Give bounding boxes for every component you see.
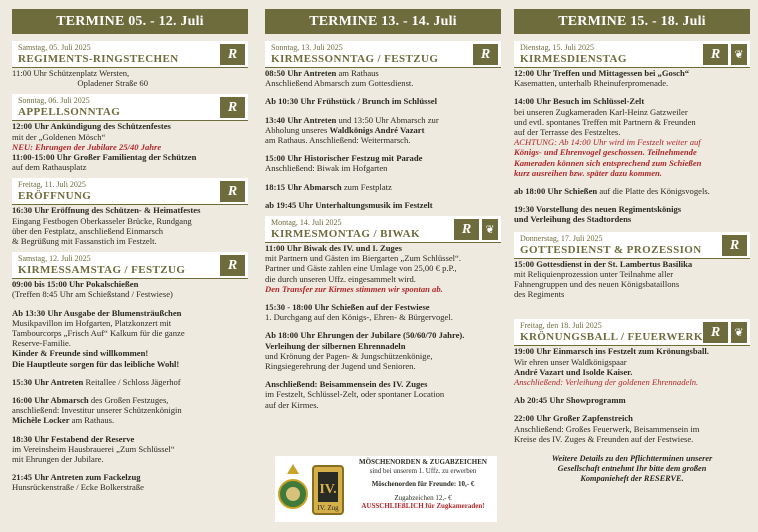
text-line: Wir ehren unser Waldkönigspaar — [514, 356, 627, 367]
event-title: KIRMESSONNTAG / FESTZUG — [271, 53, 439, 65]
text-line: Anschließend Abmarsch zum Gottesdienst. — [265, 78, 414, 89]
text-line: Kasematten, unterhalb Rheinuferpromenade. — [514, 78, 669, 89]
event-title: KIRMESMONTAG / BIWAK — [271, 228, 420, 241]
footer-line: Weitere Details zu den Pflichtterminen unserer — [551, 454, 713, 464]
event-box-kirmesmontag — [265, 216, 501, 243]
text-line: ab 18:00 Uhr Schießen auf die Platte des Königsvogels. — [514, 186, 710, 197]
column-3 — [514, 0, 750, 484]
text-line: Hunsrückenstraße / Ecke Bolkerstraße — [12, 482, 144, 493]
text-line: 13:40 Uhr Antreten und 13:50 Uhr Abmarsch zur — [265, 114, 439, 125]
text-line: 22:00 Uhr Großer Zapfenstreich — [514, 413, 633, 424]
promo-box — [275, 456, 497, 522]
text-line: Abholung unseres Waldkönigs André Vazart — [265, 124, 425, 135]
text-line: bei unseren Zugkameraden Karl-Heinz Gatzweiler — [514, 106, 688, 117]
text-line: Anschließend: Großes Feuerwerk, Beisammensein im — [514, 423, 700, 434]
footer-line: Kompanieheft der RESERVE. — [580, 474, 684, 484]
text-line: Musikpavillon im Hofgarten, Platzkonzert mit — [12, 317, 172, 328]
text-line: & Begrüßung mit Fassanstich im Festzelt. — [12, 236, 157, 247]
text-line: im Vereinsheim Hausbrauerei „Zum Schlüssel“ — [12, 443, 175, 454]
footer-note — [514, 454, 750, 484]
text-line: 15:30 - 18:00 Uhr Schießen auf der Festwiese — [265, 302, 430, 313]
text-line: 11:00 Uhr Schützenplatz Wersten, — [12, 68, 130, 78]
svg-text:IV.: IV. — [319, 482, 337, 497]
text-line: Kinder & Freunde sind willkommen! — [12, 348, 149, 359]
column-2 — [265, 0, 501, 410]
crest-icon: ❦ — [731, 44, 747, 65]
event-title: KIRMESSAMSTAG / FESTZUG — [18, 264, 186, 277]
event-box-kroenungsball — [514, 319, 750, 346]
r-badge-icon: R — [220, 97, 245, 118]
text-line: Anschließend: Biwak im Hofgarten — [265, 163, 388, 174]
r-badge-icon: R — [703, 44, 728, 65]
promo-line: MÖSCHENORDEN & ZUGABZEICHEN — [359, 458, 487, 466]
text-line: und Krönung der Pagen- & Jungschützenkönige, — [265, 350, 433, 361]
event-date: Freitag, 11. Juli 2025 — [18, 180, 86, 190]
text-line: 11:00 Uhr Biwak des IV. und I. Zuges — [265, 243, 402, 254]
text-line: Fahnengruppen und des neuen Königsbataillons — [514, 279, 680, 290]
event-date: Sonntag, 13. Juli 2025 — [271, 43, 343, 52]
text-line: die durch unseren Uffz. eingesammelt wird. — [265, 273, 416, 284]
column-1-header: TERMINE 05. - 12. Juli — [12, 9, 248, 34]
text-line: auf dem Rathausplatz — [12, 162, 87, 173]
text-line: 15:00 Gottesdienst in der St. Lambertus Basilika — [514, 258, 693, 269]
text-line: ab 19:45 Uhr Unterhaltungsmusik im Festzelt — [265, 199, 433, 210]
text-line: und evtl. spontanes Treffen mit Partnern & Freunden — [514, 116, 696, 127]
event-title: ERÖFFNUNG — [18, 190, 92, 203]
text-line: Tambourcorps „Frisch Auf“ Kalkum für die ganze — [12, 328, 185, 339]
text-line: 15:00 Uhr Historischer Festzug mit Parade — [265, 153, 423, 164]
text-line: mit Ehrungen der Jubilare. — [12, 454, 104, 465]
medal-images — [277, 460, 347, 518]
text-line: am Rathaus. Anschließend: Weitermarsch. — [265, 135, 411, 146]
medal-icon — [277, 460, 347, 518]
text-line: 12:00 Uhr Ankündigung des Schützenfestes — [12, 121, 171, 132]
text-line: 21:45 Uhr Antreten zum Fackelzug — [12, 472, 141, 483]
crest-icon: ❦ — [731, 322, 747, 343]
text-line: 11:00-15:00 Uhr Großer Familientag der Schützen — [12, 152, 197, 163]
text-line: 16:00 Uhr Abmarsch des Großen Festzuges, — [12, 395, 169, 406]
column-3-header: TERMINE 15. - 18. Juli — [514, 9, 750, 34]
r-badge-icon: R — [220, 255, 245, 276]
highlight-line: NEU: Ehrungen der Jubilare 25/40 Jahre — [12, 141, 162, 152]
text-line: Die Hauptleute sorgen für das leibliche Wohl! — [12, 358, 180, 369]
text-line: 18:15 Uhr Abmarsch zum Festplatz — [265, 181, 392, 192]
promo-line: AUSSCHLIEßLICH für Zugkameraden! — [361, 502, 485, 510]
column-1 — [12, 0, 248, 493]
highlight-line: Kameraden können sich entsprechend zum Schießen — [514, 157, 702, 168]
text-line: 19:00 Uhr Einmarsch ins Festzelt zum Krönungsball. — [514, 346, 709, 357]
text-line: Partner und Gäste zahlen eine Umlage von 25,00 € p.P., — [265, 263, 457, 274]
text-line: 15:30 Uhr Antreten Reitallee / Schloss Jägerhof — [12, 376, 181, 387]
crest-icon: ❦ — [482, 219, 498, 240]
event-box-kirmessonntag — [265, 41, 501, 68]
footer-line: Gesellschaft entnehmt Ihr bitte dem großen — [557, 464, 707, 474]
text-line: 16:30 Uhr Eröffnung des Schützen- & Heimatfestes — [12, 205, 201, 216]
text-line: (Treffen 8:45 Uhr am Schießstand / Festwiese) — [12, 289, 173, 300]
text-line: Kreise des IV. Zuges & Freunden auf der Festwiese. — [514, 433, 694, 444]
text-line: Ab 13:30 Uhr Ausgabe der Blumensträußchen — [12, 307, 182, 318]
event-box-eroeffnung — [12, 178, 248, 205]
r-badge-icon: R — [220, 44, 245, 65]
promo-line: Zugabzeichen 12,- € — [394, 493, 452, 502]
text-line: 14:00 Uhr Besuch im Schlüssel-Zelt — [514, 96, 645, 107]
text-line: 12:00 Uhr Treffen und Mittagessen bei „Gosch“ — [514, 68, 690, 78]
event-date: Samstag, 12. Juli 2025 — [18, 254, 91, 264]
text-line: 1. Durchgang auf den Königs-, Ehren- & Bürgervogel. — [265, 312, 453, 323]
text-line: Ab 18:00 Uhr Ehrungen der Jubilare (50/60/70 Jahre). — [265, 330, 465, 341]
event-date: Donnerstag, 17. Juli 2025 — [520, 233, 603, 243]
event-date: Sonntag, 06. Juli 2025 — [18, 96, 90, 106]
text-line: Ab 10:30 Uhr Frühstück / Brunch im Schlüssel — [265, 96, 437, 107]
text-line: Reserve-Familie. — [12, 338, 71, 349]
text-line: Michèle Locker am Rathaus. — [12, 415, 115, 426]
text-line: 18:30 Uhr Festabend der Reserve — [12, 433, 135, 444]
text-line: des Regiments — [514, 289, 565, 300]
promo-line: Möschenorden für Freunde: 10,- € — [371, 480, 475, 488]
highlight-line: ACHTUNG: Ab 14:00 Uhr wird im Festzelt weiter auf — [514, 137, 701, 148]
event-date: Freitag, den 18. Juli 2025 — [520, 321, 602, 331]
event-title: GOTTESDIENST & PROZESSION — [520, 243, 702, 256]
text-line: Eingang Festbogen Oberkasseler Brücke, Rundgang — [12, 215, 192, 226]
text-line: Anschließend: Beisammensein des IV. Zuges — [265, 379, 428, 390]
text-line: 09:00 bis 15:00 Uhr Pokalschießen — [12, 279, 139, 290]
highlight-line: kurz ausreihen bzw. später dazu kommen. — [514, 167, 662, 178]
r-badge-icon: R — [722, 235, 747, 256]
text-line: über den Festplatz, anschließend Einmarsch — [12, 225, 164, 236]
event-box-gottesdienst — [514, 232, 750, 259]
event-title: KRÖNUNGSBALL / FEUERWERK — [520, 331, 703, 344]
event-title: APPELLSONNTAG — [18, 106, 121, 119]
text-line: auf der Kirmes. — [265, 399, 319, 410]
r-badge-icon: R — [454, 219, 479, 240]
promo-text — [351, 458, 495, 511]
text-line: mit Partnern und Gästen im Biergarten „Zum Schlüssel“. — [265, 253, 462, 264]
event-title: REGIMENTS-RINGSTECHEN — [18, 53, 179, 65]
promo-line: sind bei unserem 1. Uffz. zu erwerben — [369, 466, 477, 475]
text-line: Ab 20:45 Uhr Showprogramm — [514, 395, 626, 406]
highlight-line: Den Transfer zur Kirmes stimmen wir spontan ab. — [265, 283, 443, 294]
event-box-appellsonntag — [12, 94, 248, 121]
event-box-kirmesdienstag — [514, 41, 750, 68]
event-box-ringstechen — [12, 41, 248, 68]
column-2-header: TERMINE 13. - 14. Juli — [265, 9, 501, 34]
text-line: mit der „Goldenen Mösch“ — [12, 131, 106, 142]
text-line: auf der Terrasse des Festzeltes. — [514, 127, 621, 138]
r-badge-icon: R — [473, 44, 498, 65]
text-line: 08:50 Uhr Antreten am Rathaus — [265, 68, 379, 78]
highlight-line: Königs- und Ehrenvogel geschossen. Teilnehmende — [514, 147, 697, 158]
event-title: KIRMESDIENSTAG — [520, 53, 627, 65]
r-badge-icon: R — [220, 181, 245, 202]
highlight-line: Anschließend: Verleihung der goldenen Ehrennadeln. — [514, 377, 699, 388]
event-date: Samstag, 05. Juli 2025 — [18, 43, 91, 52]
text-line: Opladener Straße 60 — [77, 78, 148, 89]
text-line: und Verleihung des Stadtordens — [514, 214, 632, 225]
event-date: Montag, 14. Juli 2025 — [271, 218, 342, 228]
event-box-kirmessamstag — [12, 252, 248, 279]
r-badge-icon: R — [703, 322, 728, 343]
text-line: mit Reliquienprozession unter Teilnahme aller — [514, 268, 674, 279]
text-line: Ringsiegerehrung der Jugend und Senioren. — [265, 361, 416, 372]
text-line: André Vazart und Isolde Kaiser. — [514, 366, 633, 377]
text-line: anschließend: Investitur unserer Schützenkönigin — [12, 405, 182, 416]
text-line: im Festzelt, Schlüssel-Zelt, oder spontaner Location — [265, 389, 445, 400]
text-line: Verleihung der silbernen Ehrennadeln — [265, 340, 406, 351]
medal-label: IV. Zug — [317, 504, 339, 512]
event-date: Dienstag, 15. Juli 2025 — [520, 43, 594, 52]
text-line: 19:30 Vorstellung des neuen Regimentskönigs — [514, 204, 682, 215]
